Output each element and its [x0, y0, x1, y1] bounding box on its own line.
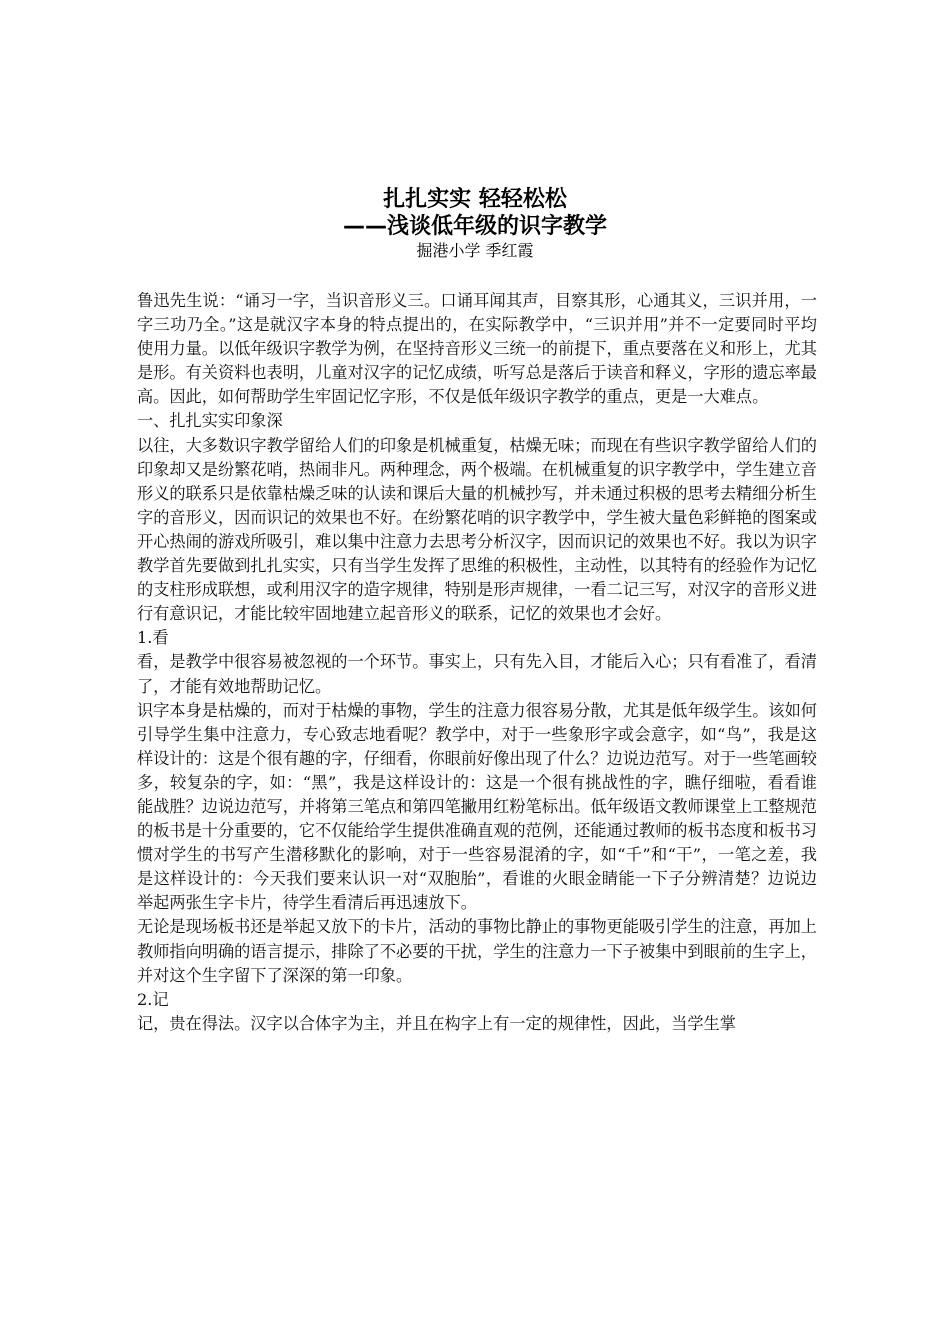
subheading-look: 1.看 — [137, 628, 169, 648]
paragraph-look-1: 看，是教学中很容易被忽视的一个环节。事实上，只有先入目，才能后入心；只有看准了，看清了，才能有效地帮助记忆。 — [137, 652, 817, 696]
paragraph-remember-1: 记，贵在得法。汉字以合体字为主，并且在构字上有一定的规律性，因此，当学生掌 — [137, 1013, 736, 1033]
document-title: 扎扎实实 轻轻松松 — [383, 187, 567, 212]
title-block — [0, 186, 950, 262]
paragraph-look-3: 无论是现场板书还是举起又放下的卡片，活动的事物比静止的事物更能吸引学生的注意，再加上教师指向明确的语言提示，排除了不必要的干扰，学生的注意力一下子被集中到眼前的生字上，并对这个生字留下了深深的第一印象。 — [137, 917, 817, 985]
section-heading-1: 一、扎扎实实印象深 — [137, 411, 283, 431]
paragraph-look-2: 识字本身是枯燥的，而对于枯燥的事物，学生的注意力很容易分散，尤其是低年级学生。该如何引导学生集中注意力，专心致志地看呢？教学中，对于一些象形字或会意字，如“鸟”，我是这样设计的：这是个很有趣的字，仔细看，你眼前好像出现了什么？边说边范写。对于一些笔画较多，较复杂的字，如：“黑”，我是这样设计的：这是一个很有挑战性的字，瞧仔细啦，看看谁能战胜？边说边范写，并将第三笔点和第四笔撇用红粉笔标出。低年级语文教师课堂上工整规范的板书是十分重要的，它不仅能给学生提供准确直观的范例，还能通过教师的板书态度和板书习惯对学生的书写产生潜移默化的影响，对于一些容易混淆的字，如“千”和“干”，一笔之差，我是这样设计的：今天我们要来认识一对“双胞胎”，看谁的火眼金睛能一下子分辨清楚？边说边举起两张生字卡片，待学生看清后再迅速放下。 — [137, 700, 817, 913]
subheading-remember: 2.记 — [137, 989, 169, 1009]
paragraph-intro: 鲁迅先生说：“诵习一字，当识音形义三。口诵耳闻其声，目察其形，心通其义，三识并用，一字三功乃全。”这是就汉字本身的特点提出的，在实际教学中，“三识并用”并不一定要同时平均使用力量。以低年级识字教学为例，在坚持音形义三统一的前提下，重点要落在义和形上，尤其是形。有关资料也表明，儿童对汉字的记忆成绩，听写总是落后于读音和释义，字形的遗忘率最高。因此，如何帮助学生牢固记忆字形，不仅是低年级识字教学的重点，更是一大难点。 — [137, 291, 817, 407]
document-body — [137, 289, 817, 1036]
document-subtitle: ——浅谈低年级的识字教学 — [342, 214, 607, 239]
paragraph-section-1: 以往，大多数识字教学留给人们的印象是机械重复，枯燥无味；而现在有些识字教学留给人们的印象却又是纷繁花哨，热闹非凡。两种理念，两个极端。在机械重复的识字教学中，学生建立音形义的联系只是依靠枯燥乏味的认读和课后大量的机械抄写，并未通过积极的思考去精细分析生字的音形义，因而识记的效果也不好。在纷繁花哨的识字教学中，学生被大量色彩鲜艳的图案或开心热闹的游戏所吸引，难以集中注意力去思考分析汉字，因而识记的效果也不好。我以为识字教学首先要做到扎扎实实，只有当学生发挥了思维的积极性，主动性，以其特有的经验作为记忆的支柱形成联想，或利用汉字的造字规律，特别是形声规律，一看二记三写，对汉字的音形义进行有意识记，才能比较牢固地建立起音形义的联系，记忆的效果也才会好。 — [137, 435, 817, 624]
document-author: 掘港小学 季红霞 — [416, 241, 534, 260]
